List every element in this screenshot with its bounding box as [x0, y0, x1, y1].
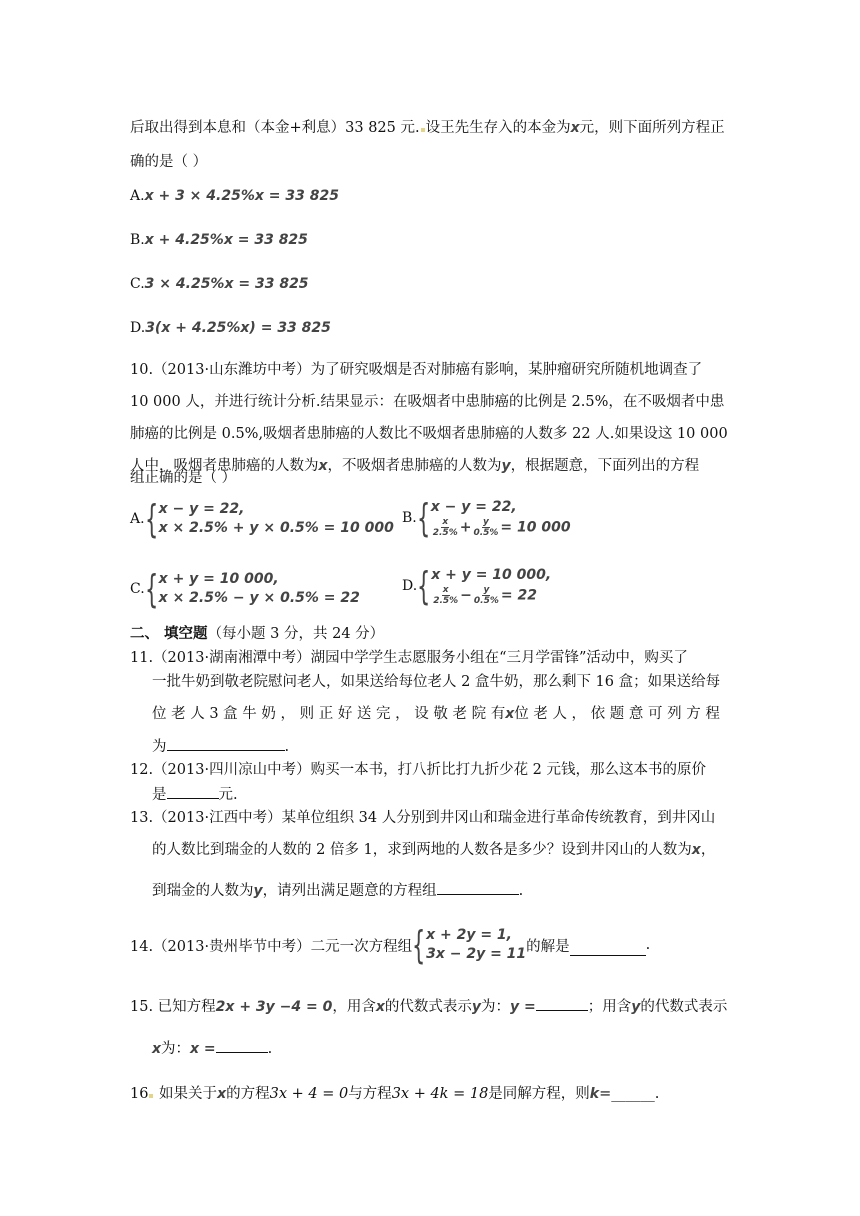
fraction: $\frac{x}{2.5\%}$	[433, 585, 459, 606]
q9-option-b: B.x + 4.25%x = 33 825	[130, 232, 308, 248]
q10-line-2: 10 000 人，并进行统计分析.结果显示：在吸烟者中患肺癌的比例是 2.5%，在不吸烟者中患	[130, 394, 725, 410]
section-heading: 二、 填空题（每小题 3 分，共 24 分）	[130, 625, 385, 642]
highlight-dot	[149, 1094, 153, 1098]
q9-option-a: A.x + 3 × 4.25%x = 33 825	[130, 188, 339, 204]
q10-option-d: D. { x + y = 10 000, $\frac{x}{2.5\%}$ − $\frac{y}{0.5\%}$ = 22	[402, 564, 552, 608]
q9-option-c: C.3 × 4.25%x = 33 825	[130, 276, 309, 292]
q9-line-2: 确的是（ ）	[130, 154, 208, 170]
fraction: $\frac{y}{0.5\%}$	[473, 585, 499, 606]
q10-option-b: B. { x − y = 22, $\frac{x}{2.5\%}$ + $\frac{y}{0.5\%}$ = 10 000	[402, 496, 571, 540]
q12-line-1: 12.（2013·四川凉山中考）购买一本书，打八折比打九折少花 2 元钱，那么这本书的原价	[130, 762, 707, 778]
q9-line-1: 后取出得到本息和（本金+利息）33 825 元. 设王先生存入的本金为x元，则下面所列方程正	[130, 120, 725, 136]
answer-blank	[570, 941, 646, 956]
q13-line-3: 到瑞金的人数为y，请列出满足题意的方程组 .	[152, 880, 523, 901]
highlight-dot	[421, 128, 425, 132]
q9-option-d: D.3(x + 4.25%x) = 33 825	[130, 320, 331, 336]
q11-line-1: 11.（2013·湖南湘潭中考）湖园中学学生志愿服务小组在“三月学雷锋”活动中，购买了	[130, 650, 688, 666]
q10-line-1: 10.（2013·山东潍坊中考）为了研究吸烟是否对肺癌有影响，某肿瘤研究所随机地调查了	[130, 362, 703, 378]
answer-blank	[536, 996, 588, 1011]
q16-line: 16 如果关于x的方程3x + 4 = 0与方程3x + 4k = 18是同解方程，则k=______.	[130, 1086, 660, 1102]
answer-blank	[216, 1038, 268, 1053]
fraction: $\frac{y}{0.5\%}$	[473, 517, 499, 538]
q15-line-2: x为：x = .	[152, 1038, 272, 1059]
q13-line-1: 13.（2013·江西中考）某单位组织 34 人分别到井冈山和瑞金进行革命传统教育，到井冈山	[130, 810, 716, 826]
q10-line-4: 人中，吸烟者患肺癌的人数为x，不吸烟者患肺癌的人数为y，根据题意，下面列出的方程	[130, 458, 700, 474]
q10-option-c: C. { x + y = 10 000, x × 2.5% − y × 0.5% = 22	[130, 567, 360, 611]
brace-icon: {	[144, 497, 158, 541]
q12-line-2: 是 元.	[152, 784, 238, 805]
brace-icon: {	[412, 923, 426, 967]
brace-icon: {	[144, 567, 158, 611]
answer-blank	[167, 784, 219, 799]
q15-line-1: 15. 已知方程2x + 3y −4 = 0，用含x的代数式表示y为：y = ；用含y的代数式表示	[130, 996, 727, 1017]
q11-line-2: 一批牛奶到敬老院慰问老人，如果送给每位老人 2 盒牛奶，那么剩下 16 盒；如果送给每	[152, 674, 721, 690]
q10-line-3: 肺癌的比例是 0.5%,吸烟者患肺癌的人数比不吸烟者患肺癌的人数多 22 人.如果设这 10 000	[130, 426, 728, 442]
answer-blank	[167, 736, 285, 751]
q10-line-5: 组正确的是（ ）	[130, 470, 237, 486]
q11-line-3: 位 老 人 3 盒 牛 奶 ， 则 正 好 送 完 ， 设 敬 老 院 有x位 老 人 ， 依 题 意 可 列 方 程	[152, 706, 720, 722]
brace-icon: {	[417, 564, 431, 608]
fraction: $\frac{x}{2.5\%}$	[432, 517, 458, 538]
q13-line-2: 的人数比到瑞金的人数的 2 倍多 1，求到两地的人数各是多少？设到井冈山的人数为x，	[152, 842, 716, 858]
brace-icon: {	[416, 496, 431, 540]
q10-option-a: A. { x − y = 22, x × 2.5% + y × 0.5% = 10 000	[130, 497, 394, 541]
answer-blank	[437, 880, 519, 895]
q11-line-4: 为 .	[152, 736, 289, 757]
q14-line: 14.（2013·贵州毕节中考）二元一次方程组 { x + 2y = 1, 3x − 2y = 11 的解是 .	[130, 923, 651, 967]
